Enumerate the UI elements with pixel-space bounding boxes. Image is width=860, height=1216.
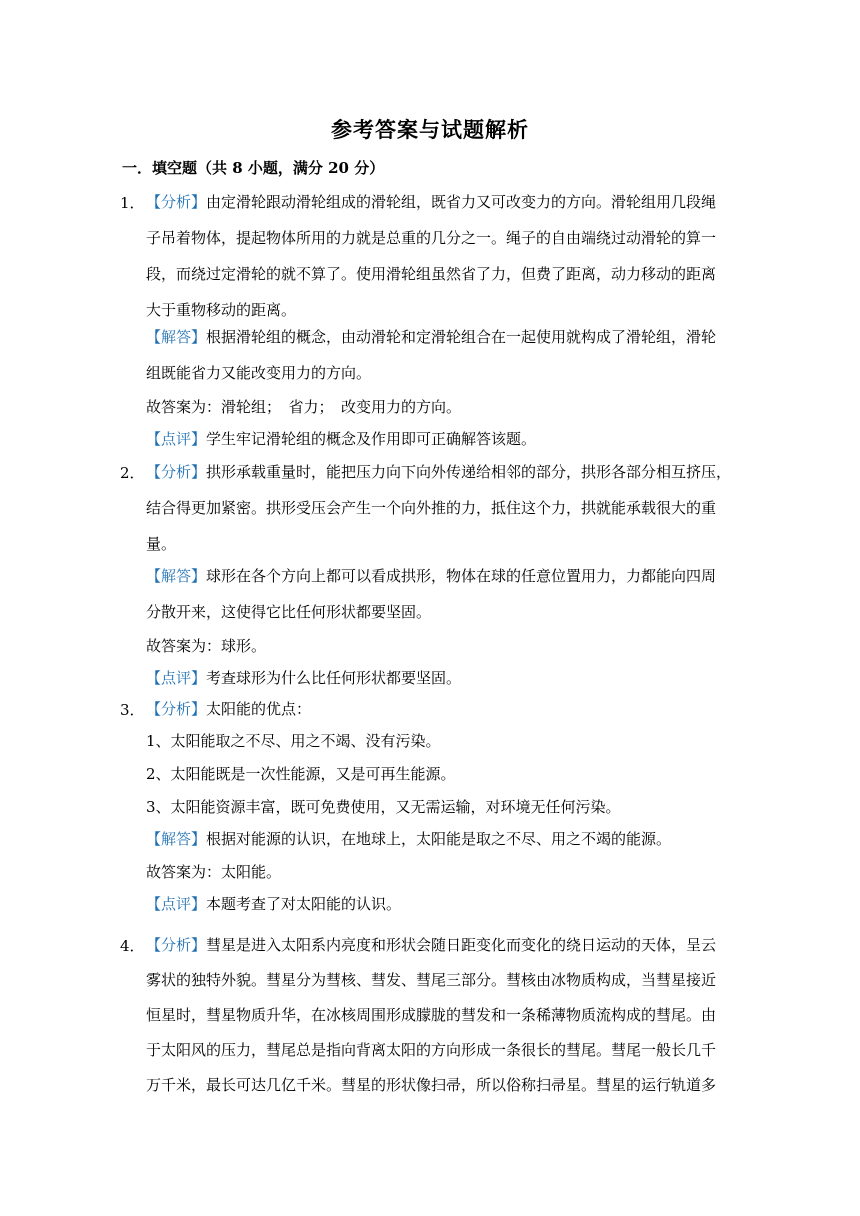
answer-line: 分散开来，这使得它比任何形状都要坚固。 xyxy=(146,603,432,621)
answer-label: 【解答】 xyxy=(146,830,207,848)
analysis-line: 【分析】太阳能的优点： xyxy=(146,700,312,718)
analysis-label: 【分析】 xyxy=(146,463,207,481)
analysis-line: 雾状的独特外貌。彗星分为彗核、彗发、彗尾三部分。彗核由冰物质构成，当彗星接近 xyxy=(146,971,717,989)
question-number: 3． xyxy=(120,701,145,719)
result-line: 故答案为：滑轮组； 省力； 改变用力的方向。 xyxy=(146,398,462,416)
question-number: 1． xyxy=(120,194,145,212)
analysis-line: 结合得更加紧密。拱形受压会产生一个向外推的力，抵住这个力，拱就能承载很大的重 xyxy=(146,499,717,517)
analysis-line: 【分析】彗星是进入太阳系内亮度和形状会随日距变化而变化的绕日运动的天体，呈云 xyxy=(146,936,717,954)
answer-label: 【解答】 xyxy=(146,567,207,585)
answer-line: 组既能省力又能改变用力的方向。 xyxy=(146,364,372,382)
section-heading: 一．填空题（共 8 小题，满分 20 分） xyxy=(122,159,385,177)
analysis-line: 3、太阳能资源丰富，既可免费使用，又无需运输，对环境无任何污染。 xyxy=(146,798,621,816)
answer-line: 【解答】根据对能源的认识，在地球上，太阳能是取之不尽、用之不竭的能源。 xyxy=(146,830,672,848)
analysis-line: 【分析】由定滑轮跟动滑轮组成的滑轮组，既省力又可改变力的方向。滑轮组用几段绳 xyxy=(146,193,717,211)
comment-line: 【点评】考查球形为什么比任何形状都要坚固。 xyxy=(146,669,462,687)
analysis-line: 1、太阳能取之不尽、用之不竭、没有污染。 xyxy=(146,732,441,750)
comment-line: 【点评】本题考查了对太阳能的认识。 xyxy=(146,895,402,913)
comment-label: 【点评】 xyxy=(146,669,207,687)
comment-line: 【点评】学生牢记滑轮组的概念及作用即可正确解答该题。 xyxy=(146,430,537,448)
result-line: 故答案为：球形。 xyxy=(146,637,267,655)
answer-label: 【解答】 xyxy=(146,328,207,346)
analysis-label: 【分析】 xyxy=(146,193,207,211)
answer-line: 【解答】球形在各个方向上都可以看成拱形，物体在球的任意位置用力，力都能向四周 xyxy=(146,567,717,585)
result-line: 故答案为：太阳能。 xyxy=(146,863,282,881)
analysis-label: 【分析】 xyxy=(146,700,207,718)
analysis-line: 大于重物移动的距离。 xyxy=(146,301,297,319)
analysis-line: 万千米，最长可达几亿千米。彗星的形状像扫帚，所以俗称扫帚星。彗星的运行轨道多 xyxy=(146,1076,717,1094)
analysis-line: 段，而绕过定滑轮的就不算了。使用滑轮组虽然省了力，但费了距离，动力移动的距离 xyxy=(146,265,717,283)
question-number: 4． xyxy=(120,937,145,955)
answer-line: 【解答】根据滑轮组的概念，由动滑轮和定滑轮组合在一起使用就构成了滑轮组，滑轮 xyxy=(146,328,717,346)
analysis-line: 量。 xyxy=(146,535,177,553)
analysis-line: 2、太阳能既是一次性能源，又是可再生能源。 xyxy=(146,765,456,783)
analysis-line: 子吊着物体，提起物体所用的力就是总重的几分之一。绳子的自由端绕过动滑轮的算一 xyxy=(146,229,717,247)
comment-label: 【点评】 xyxy=(146,430,207,448)
analysis-line: 于太阳风的压力，彗尾总是指向背离太阳的方向形成一条很长的彗尾。彗尾一般长几千 xyxy=(146,1041,717,1059)
page-title: 参考答案与试题解析 xyxy=(331,117,529,142)
analysis-line: 恒星时，彗星物质升华，在冰核周围形成朦胧的彗发和一条稀薄物质流构成的彗尾。由 xyxy=(146,1006,717,1024)
analysis-label: 【分析】 xyxy=(146,936,207,954)
analysis-line: 【分析】拱形承载重量时，能把压力向下向外传递给相邻的部分，拱形各部分相互挤压， xyxy=(146,463,732,481)
comment-label: 【点评】 xyxy=(146,895,207,913)
question-number: 2． xyxy=(120,464,145,482)
